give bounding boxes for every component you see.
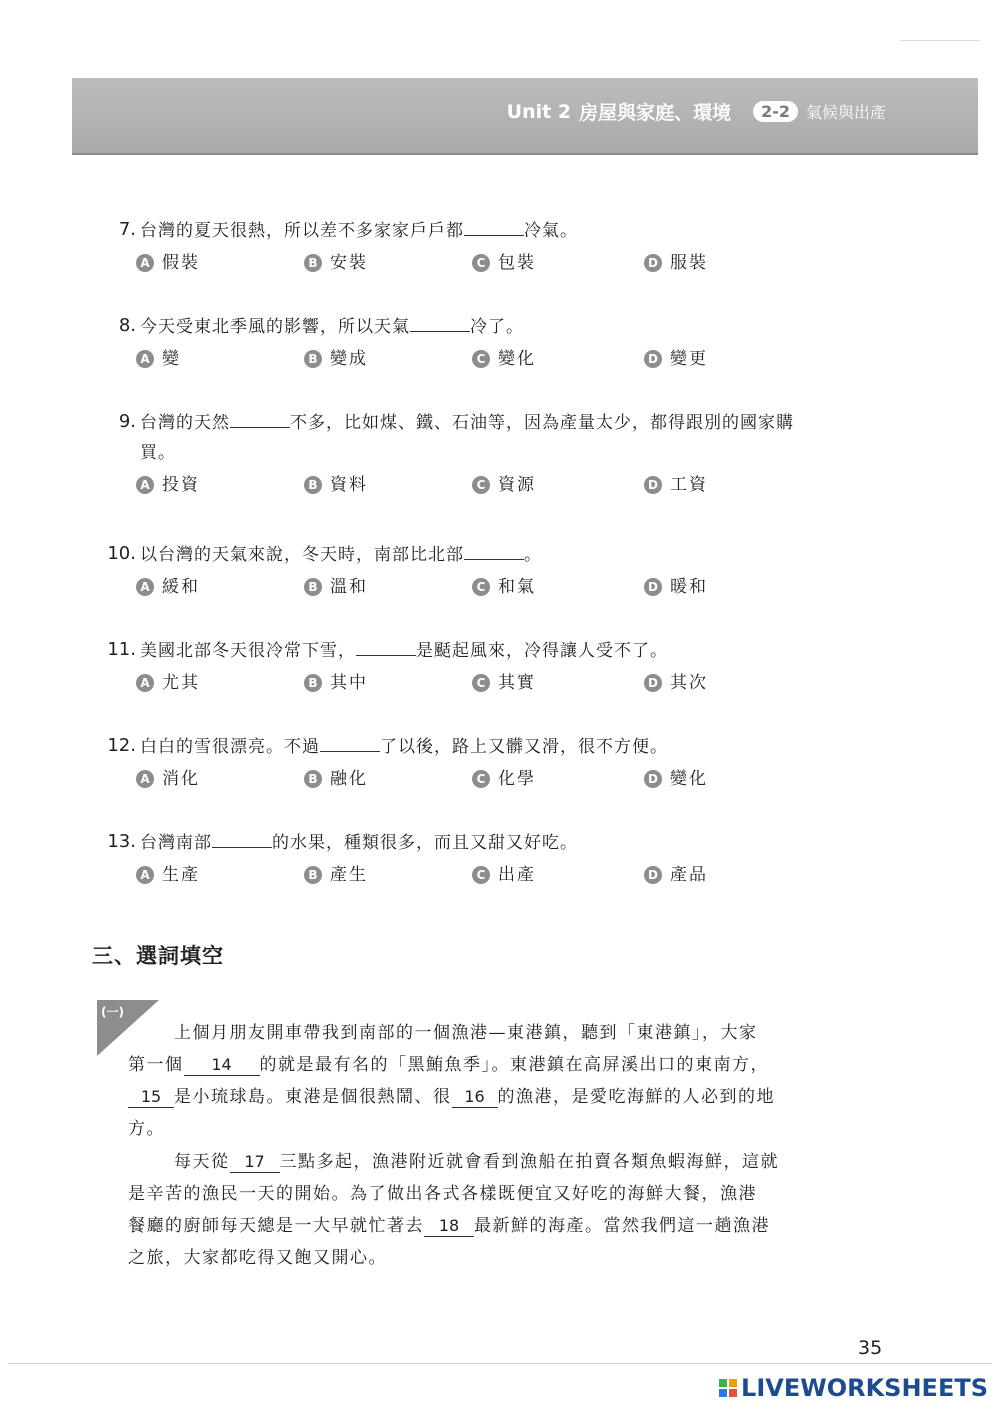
option-letter-icon: B — [304, 254, 322, 272]
blank-15[interactable]: 15 — [128, 1087, 174, 1108]
option-d[interactable]: D 其次 — [644, 668, 812, 698]
header-title — [507, 98, 886, 125]
question-number: 13. — [107, 831, 136, 852]
answer-blank[interactable] — [464, 215, 524, 236]
answer-blank[interactable] — [230, 407, 290, 428]
question-13: 13. 台灣南部 的水果，種類很多，而且又甜又好吃。 A 生產 B 產生 C 出產 D 產品 — [100, 827, 900, 890]
option-letter-icon: D — [644, 578, 662, 596]
logo-grid-icon — [719, 1379, 737, 1397]
option-letter-icon: C — [472, 350, 490, 368]
question-number: 7. — [118, 219, 136, 240]
option-letter-icon: A — [136, 674, 154, 692]
blank-14[interactable]: 14 — [184, 1055, 260, 1076]
option-a[interactable]: A 消化 — [136, 764, 304, 794]
passage-paragraph-1: 上個月朋友開車帶我到南部的一個漁港—東港鎮，聽到「東港鎮」，大家 第一個 14 的就是最有名的「黑鮪魚季」。東港鎮在高屏溪出口的東南方， 15 是小琉球島。東港是個很熱鬧、很 16 的漁港，是愛吃海鮮的人必到的地 方。 — [128, 1023, 775, 1139]
question-number: 12. — [107, 735, 136, 756]
option-b[interactable]: B 融化 — [304, 764, 472, 794]
options-row — [136, 860, 900, 890]
blank-16[interactable]: 16 — [452, 1087, 498, 1108]
option-letter-icon: C — [472, 674, 490, 692]
unit-label: Unit 2 — [506, 100, 572, 123]
options-row — [136, 248, 900, 278]
option-letter-icon: A — [136, 770, 154, 788]
question-number: 9. — [118, 411, 136, 432]
option-b[interactable]: B 溫和 — [304, 572, 472, 602]
options-row — [136, 764, 900, 794]
top-rule — [900, 40, 980, 41]
header-band — [72, 78, 978, 155]
question-number: 8. — [118, 315, 136, 336]
answer-blank[interactable] — [212, 827, 272, 848]
option-d[interactable]: D 暖和 — [644, 572, 812, 602]
option-letter-icon: A — [136, 578, 154, 596]
unit-title: 房屋與家庭、環境 — [579, 102, 732, 124]
watermark-text: LIVEWORKSHEETS — [741, 1374, 988, 1402]
options-row — [136, 344, 900, 374]
answer-blank[interactable] — [464, 539, 524, 560]
option-letter-icon: B — [304, 476, 322, 494]
option-d[interactable]: D 變化 — [644, 764, 812, 794]
option-letter-icon: D — [644, 254, 662, 272]
answer-blank[interactable] — [356, 635, 416, 656]
page-number: 35 — [858, 1337, 883, 1359]
option-letter-icon: B — [304, 350, 322, 368]
option-letter-icon: B — [304, 770, 322, 788]
question-number: 11. — [107, 639, 136, 660]
options-row — [136, 470, 900, 500]
option-c[interactable]: C 化學 — [472, 764, 644, 794]
answer-blank[interactable] — [410, 311, 470, 332]
option-a[interactable]: A 假裝 — [136, 248, 304, 278]
lesson-badge: 2-2 — [753, 101, 798, 122]
options-row — [136, 572, 900, 602]
option-b[interactable]: B 資料 — [304, 470, 472, 500]
blank-17[interactable]: 17 — [230, 1152, 280, 1173]
option-a[interactable]: A 緩和 — [136, 572, 304, 602]
option-d[interactable]: D 產品 — [644, 860, 812, 890]
option-letter-icon: D — [644, 866, 662, 884]
option-d[interactable]: D 工資 — [644, 470, 812, 500]
blank-18[interactable]: 18 — [424, 1216, 474, 1237]
option-letter-icon: C — [472, 770, 490, 788]
lesson-title: 氣候與出產 — [805, 103, 886, 122]
option-letter-icon: C — [472, 578, 490, 596]
option-letter-icon: A — [136, 254, 154, 272]
option-letter-icon: B — [304, 674, 322, 692]
question-8: 8. 今天受東北季風的影響，所以天氣 冷了。 A 變 B 變成 C 變化 D 變更 — [100, 311, 900, 374]
option-a[interactable]: A 投資 — [136, 470, 304, 500]
option-d[interactable]: D 變更 — [644, 344, 812, 374]
option-d[interactable]: D 服裝 — [644, 248, 812, 278]
option-a[interactable]: A 變 — [136, 344, 304, 374]
option-letter-icon: A — [136, 476, 154, 494]
option-letter-icon: A — [136, 350, 154, 368]
footer-divider — [8, 1363, 992, 1364]
question-10: 10. 以台灣的天氣來說，冬天時，南部比北部 。 A 緩和 B 溫和 C 和氣 D 暖和 — [100, 539, 900, 602]
option-letter-icon: C — [472, 476, 490, 494]
question-7: 7. 台灣的夏天很熱，所以差不多家家戶戶都 冷氣。 A 假裝 B 安裝 C 包裝 D 服裝 — [100, 215, 900, 278]
question-number: 10. — [107, 543, 136, 564]
section-title: 三、選詞填空 — [92, 944, 224, 968]
question-12: 12. 白白的雪很漂亮。不過 了以後，路上又髒又滑，很不方便。 A 消化 B 融化 C 化學 D 變化 — [100, 731, 900, 794]
option-letter-icon: D — [644, 674, 662, 692]
option-a[interactable]: A 尤其 — [136, 668, 304, 698]
options-row — [136, 668, 900, 698]
option-letter-icon: A — [136, 866, 154, 884]
option-c[interactable]: C 和氣 — [472, 572, 644, 602]
option-letter-icon: D — [644, 350, 662, 368]
option-c[interactable]: C 出產 — [472, 860, 644, 890]
passage-paragraph-2: 每天從 17 三點多起，漁港附近就會看到漁船在拍賣各類魚蝦海鮮，這就 是辛苦的漁民一天的開始。為了做出各式各樣既便宜又好吃的海鮮大餐，漁港 餐廳的廚師每天總是一大早就忙著去 18 最新鮮的海產。當然我們這一趟漁港 之旅，大家都吃得又飽又開心。 — [128, 1152, 779, 1268]
option-b[interactable]: B 產生 — [304, 860, 472, 890]
passage-tag: (一) — [101, 1005, 124, 1019]
liveworksheets-logo — [719, 1374, 988, 1402]
option-letter-icon: C — [472, 254, 490, 272]
answer-blank[interactable] — [320, 731, 380, 752]
option-a[interactable]: A 生產 — [136, 860, 304, 890]
option-letter-icon: D — [644, 476, 662, 494]
question-11: 11. 美國北部冬天很冷常下雪， 是颳起風來，冷得讓人受不了。 A 尤其 B 其中 C 其實 D 其次 — [100, 635, 900, 698]
option-letter-icon: D — [644, 770, 662, 788]
question-9: 9. 台灣的天然 不多，比如煤、鐵、石油等，因為產量太少，都得跟別的國家購 買。 A 投資 B 資料 C 資源 D 工資 — [100, 407, 900, 500]
option-c[interactable]: C 包裝 — [472, 248, 644, 278]
option-c[interactable]: C 其實 — [472, 668, 644, 698]
option-letter-icon: B — [304, 578, 322, 596]
option-c[interactable]: C 資源 — [472, 470, 644, 500]
option-b[interactable]: B 其中 — [304, 668, 472, 698]
option-c[interactable]: C 變化 — [472, 344, 644, 374]
option-b[interactable]: B 變成 — [304, 344, 472, 374]
option-letter-icon: C — [472, 866, 490, 884]
option-b[interactable]: B 安裝 — [304, 248, 472, 278]
option-letter-icon: B — [304, 866, 322, 884]
